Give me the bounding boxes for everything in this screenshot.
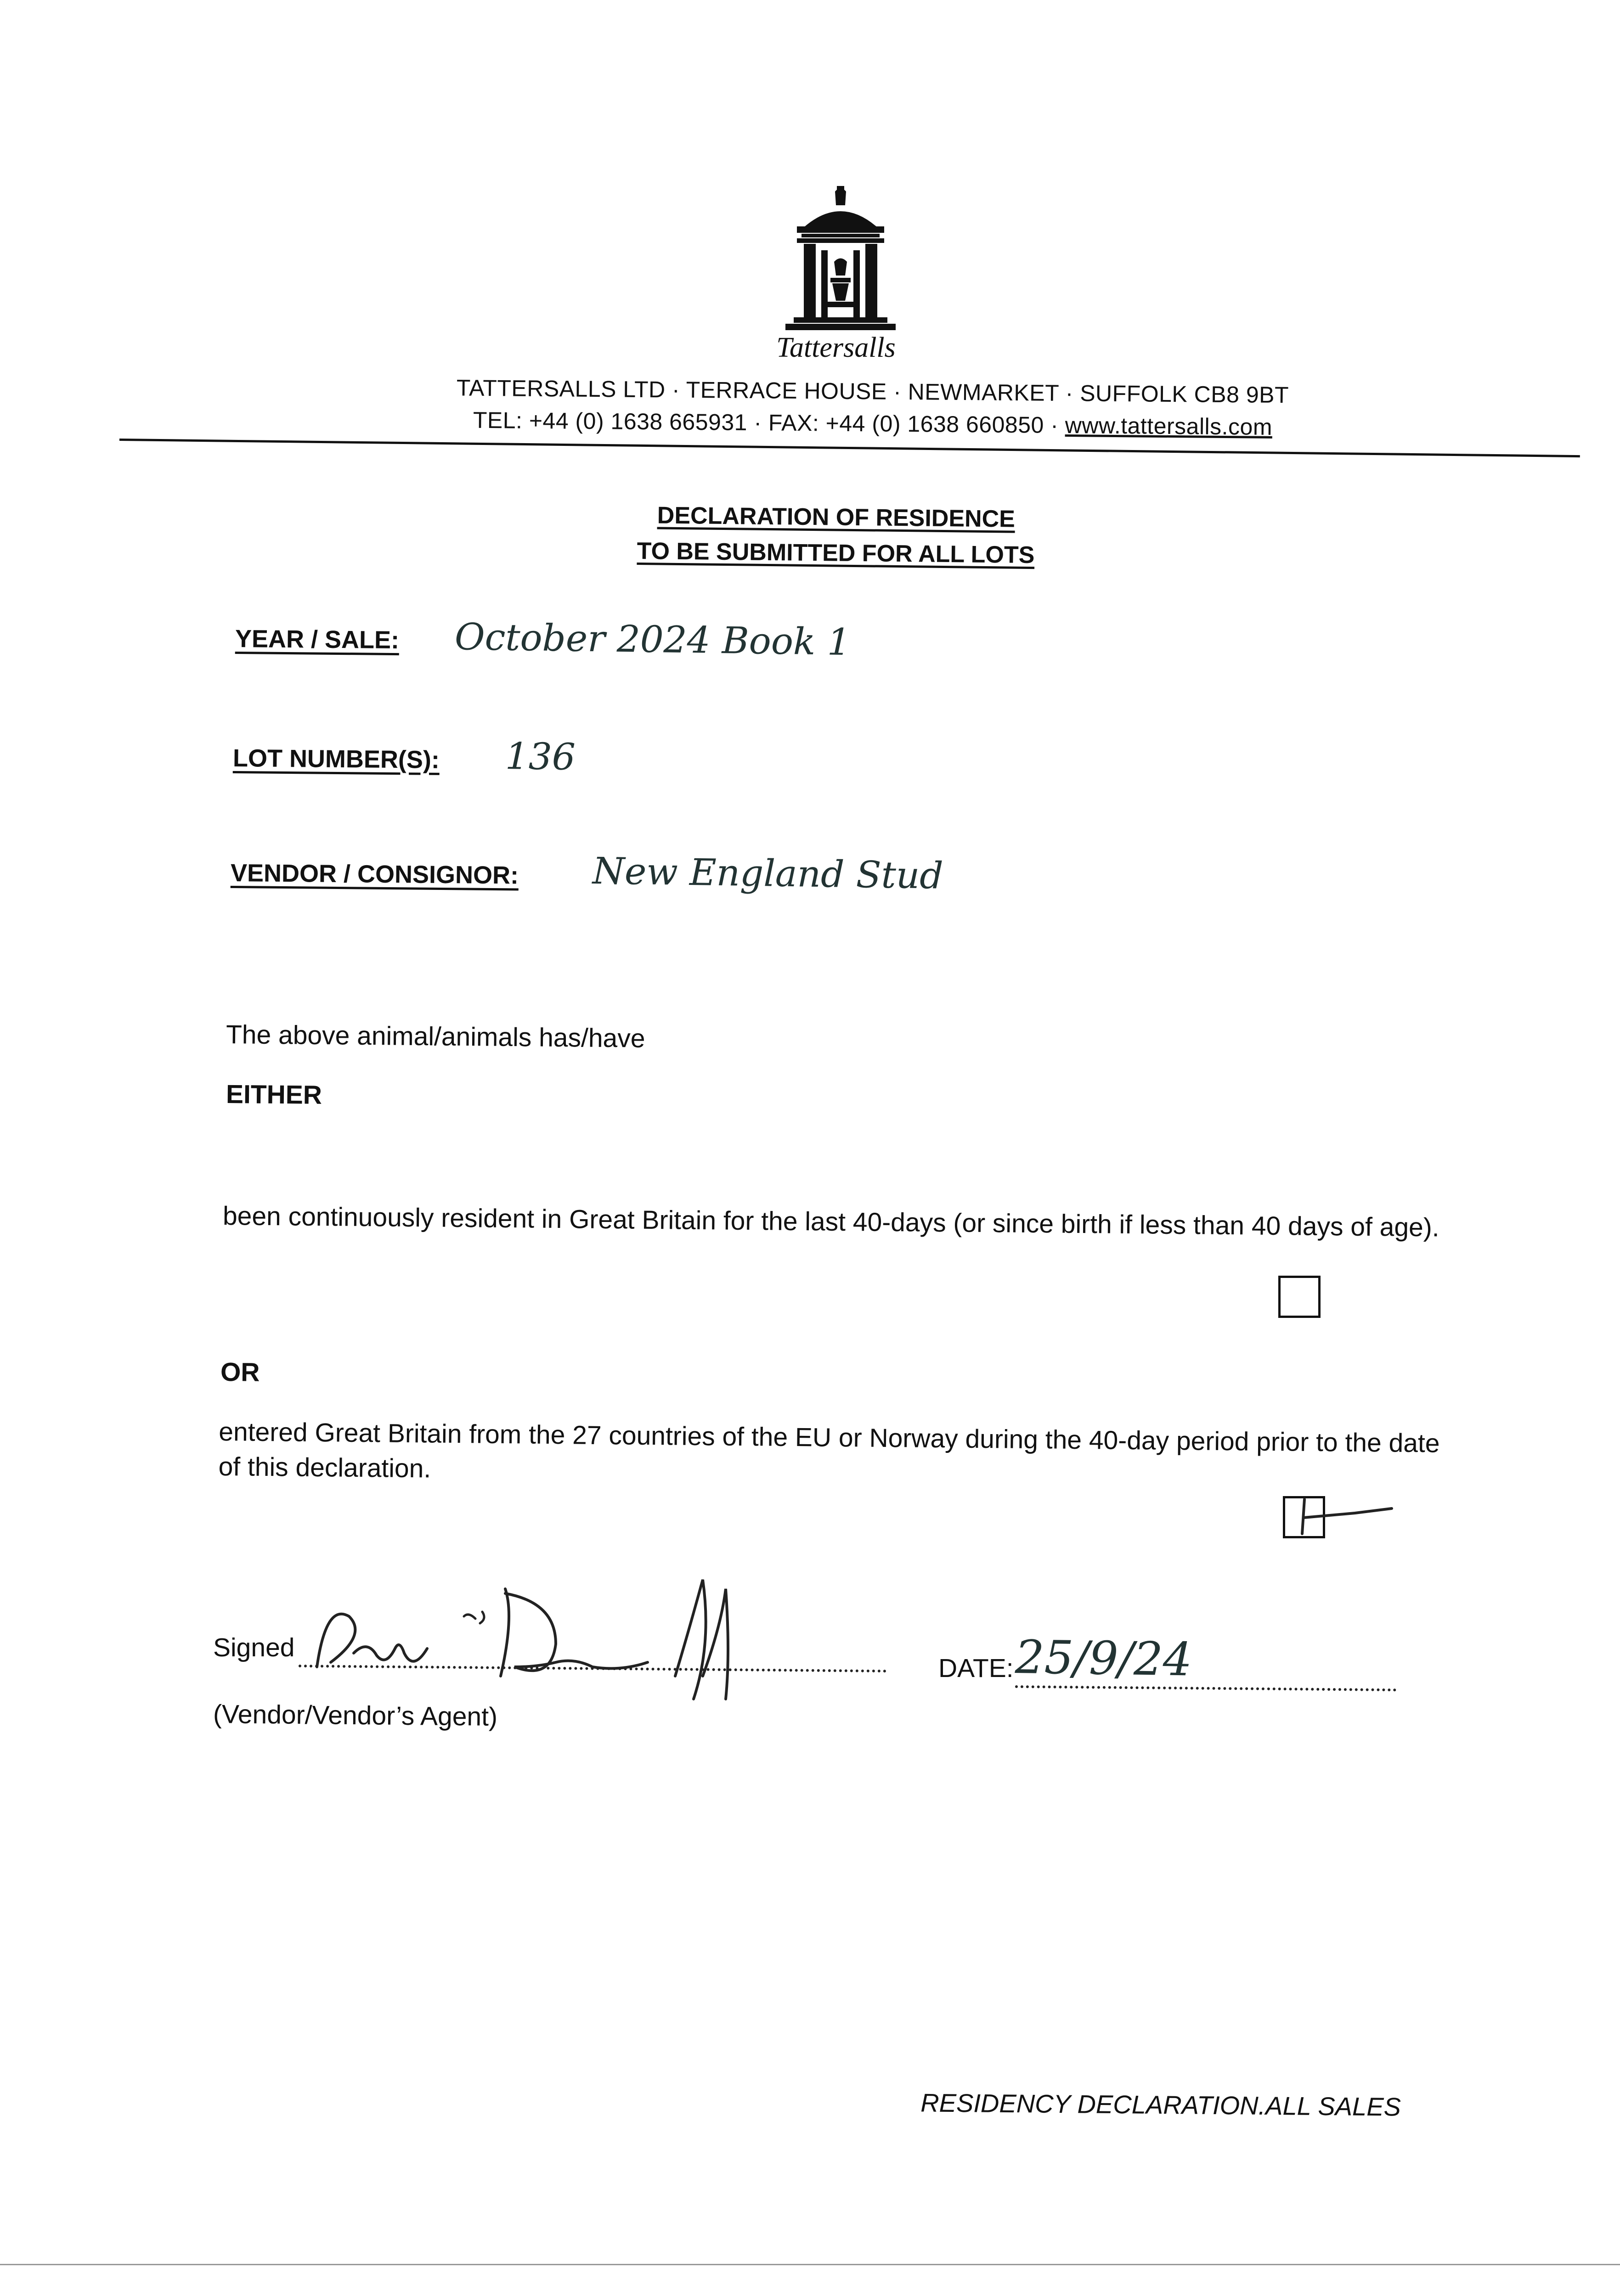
footer-reference: RESIDENCY DECLARATION.ALL SALES	[920, 2088, 1401, 2122]
date-value[interactable]: 25/9/24	[1015, 1630, 1193, 1687]
brand-name: Tattersalls	[776, 332, 896, 363]
intro-text: The above animal/animals has/have	[226, 1020, 645, 1053]
company-address: TATTERSALLS LTD · TERRACE HOUSE · NEWMARKET · SUFFOLK CB8 9BT	[456, 375, 1289, 408]
either-heading: EITHER	[226, 1080, 322, 1110]
title-line-2: TO BE SUBMITTED FOR ALL LOTS	[637, 538, 1035, 569]
signed-label: Signed	[213, 1633, 295, 1662]
year-sale-value[interactable]: October 2024 Book 1	[454, 615, 851, 664]
vendor-label: VENDOR / CONSIGNOR:	[230, 859, 519, 889]
option-1-checkbox[interactable]	[1278, 1276, 1321, 1318]
handwritten-tick-mark	[1286, 1490, 1396, 1541]
date-line[interactable]	[1015, 1685, 1396, 1691]
option-2-text: entered Great Britain from the 27 countries of the EU or Norway during the 40-day period prior to the date of this declaration.	[218, 1417, 1440, 1484]
rotunda-logo-icon	[772, 181, 909, 333]
vendor-agent-label: (Vendor/Vendor’s Agent)	[213, 1699, 498, 1732]
vendor-value[interactable]: New England Stud	[592, 850, 944, 897]
title-line-1: DECLARATION OF RESIDENCE	[657, 502, 1016, 533]
lot-numbers-label: LOT NUMBER(S):	[232, 744, 440, 774]
header-divider	[119, 439, 1580, 457]
company-contact	[276, 405, 1470, 442]
declaration-title	[505, 496, 1167, 574]
contact-phone-fax: TEL: +44 (0) 1638 665931 · FAX: +44 (0) 1638 660850 ·	[473, 407, 1066, 438]
year-sale-label: YEAR / SALE:	[235, 625, 400, 654]
signature-scribble	[299, 1561, 804, 1708]
option-1-text: been continuously resident in Great Britain for the last 40-days (or since birth if less than 40 days of age).	[222, 1201, 1439, 1243]
lot-numbers-value[interactable]: 136	[505, 735, 576, 779]
page-edge-line	[0, 2264, 1620, 2265]
or-heading: OR	[220, 1357, 260, 1387]
date-label: DATE:	[938, 1654, 1014, 1683]
website-link[interactable]: www.tattersalls.com	[1065, 412, 1273, 440]
